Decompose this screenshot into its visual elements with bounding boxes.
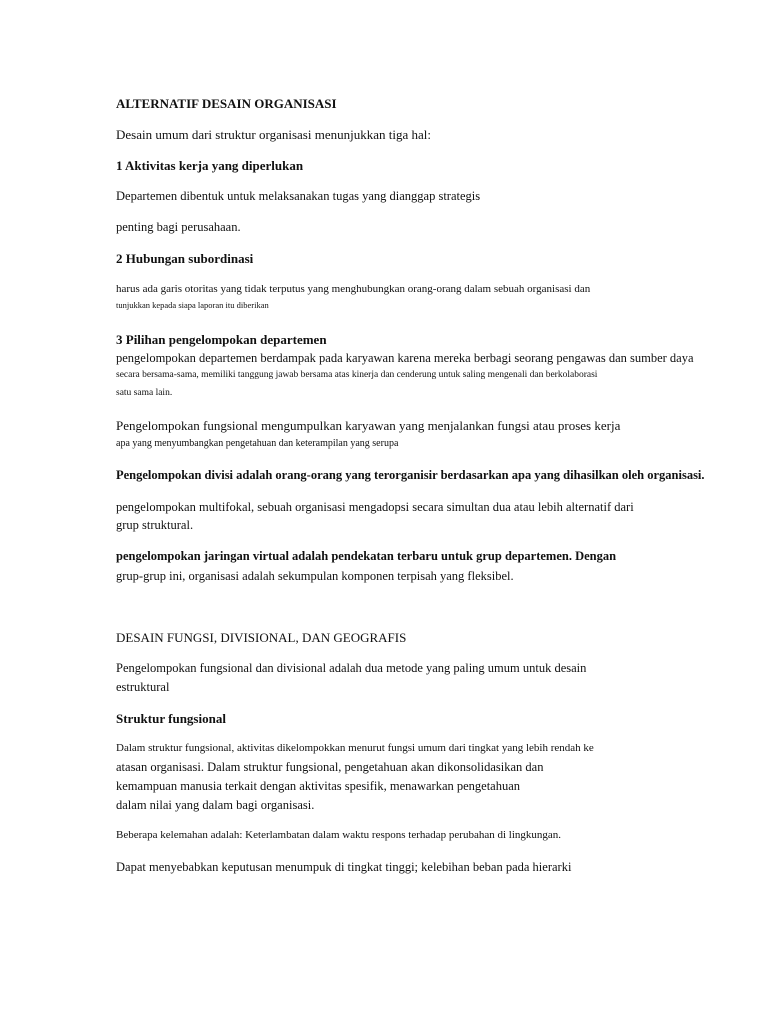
paragraph-line: pengelompokan multifokal, sebuah organisasi mengadopsi secara simultan dua atau lebih alternatif dari [116,500,634,514]
paragraph-line: dalam nilai yang dalam bagi organisasi. [116,798,315,812]
heading-hubungan-subordinasi: 2 Hubungan subordinasi [116,251,254,266]
section-title-alternatif: ALTERNATIF DESAIN ORGANISASI [116,96,337,111]
paragraph-divisi: Pengelompokan divisi adalah orang-orang yang terorganisir berdasarkan apa yang dihasilkan oleh organisasi. [116,468,705,482]
paragraph-line: apa yang menyumbangkan pengetahuan dan keterampilan yang serupa [116,438,399,449]
paragraph-line: pengelompokan departemen berdampak pada karyawan karena mereka berbagi seorang pengawas dan sumber daya [116,351,694,365]
paragraph-line: penting bagi perusahaan. [116,220,241,234]
heading-aktivitas-kerja: 1 Aktivitas kerja yang diperlukan [116,158,304,173]
paragraph-line: estruktural [116,680,170,694]
paragraph-line: Pengelompokan fungsional dan divisional adalah dua metode yang paling umum untuk desain [116,661,587,675]
section-title-desain-fungsi: DESAIN FUNGSI, DIVISIONAL, DAN GEOGRAFIS [116,630,407,645]
paragraph-line: harus ada garis otoritas yang tidak terputus yang menghubungkan orang-orang dalam sebuah organisasi dan [116,283,591,295]
paragraph-line: Dalam struktur fungsional, aktivitas dikelompokkan menurut fungsi umum dari tingkat yang lebih rendah ke [116,742,594,754]
paragraph-line: Departemen dibentuk untuk melaksanakan tugas yang dianggap strategis [116,189,481,203]
paragraph-line: grup-grup ini, organisasi adalah sekumpulan komponen terpisah yang fleksibel. [116,569,514,583]
paragraph-line: secara bersama-sama, memiliki tanggung jawab bersama atas kinerja dan cenderung untuk saling mengenali dan berkolaborasi [116,370,598,380]
paragraph-line: tunjukkan kepada siapa laporan itu diberikan [116,300,269,310]
paragraph-line: Pengelompokan fungsional mengumpulkan karyawan yang menjalankan fungsi atau proses kerja [116,418,621,433]
paragraph-kelemahan: Beberapa kelemahan adalah: Keterlambatan dalam waktu respons terhadap perubahan di lingkungan. [116,829,562,841]
paragraph-line: Dapat menyebabkan keputusan menumpuk di tingkat tinggi; kelebihan beban pada hierarki [116,860,572,874]
paragraph-jaringan-virtual: pengelompokan jaringan virtual adalah pendekatan terbaru untuk grup departemen. Dengan [116,549,617,563]
paragraph-line: grup struktural. [116,518,194,532]
paragraph-line: kemampuan manusia terkait dengan aktivitas spesifik, menawarkan pengetahuan [116,779,521,793]
heading-struktur-fungsional: Struktur fungsional [116,711,226,726]
paragraph-line: satu sama lain. [116,388,173,398]
heading-pilihan-pengelompokan: 3 Pilihan pengelompokan departemen [116,332,327,347]
paragraph-line: atasan organisasi. Dalam struktur fungsional, pengetahuan akan dikonsolidasikan dan [116,760,544,774]
intro-text: Desain umum dari struktur organisasi menunjukkan tiga hal: [116,127,431,142]
